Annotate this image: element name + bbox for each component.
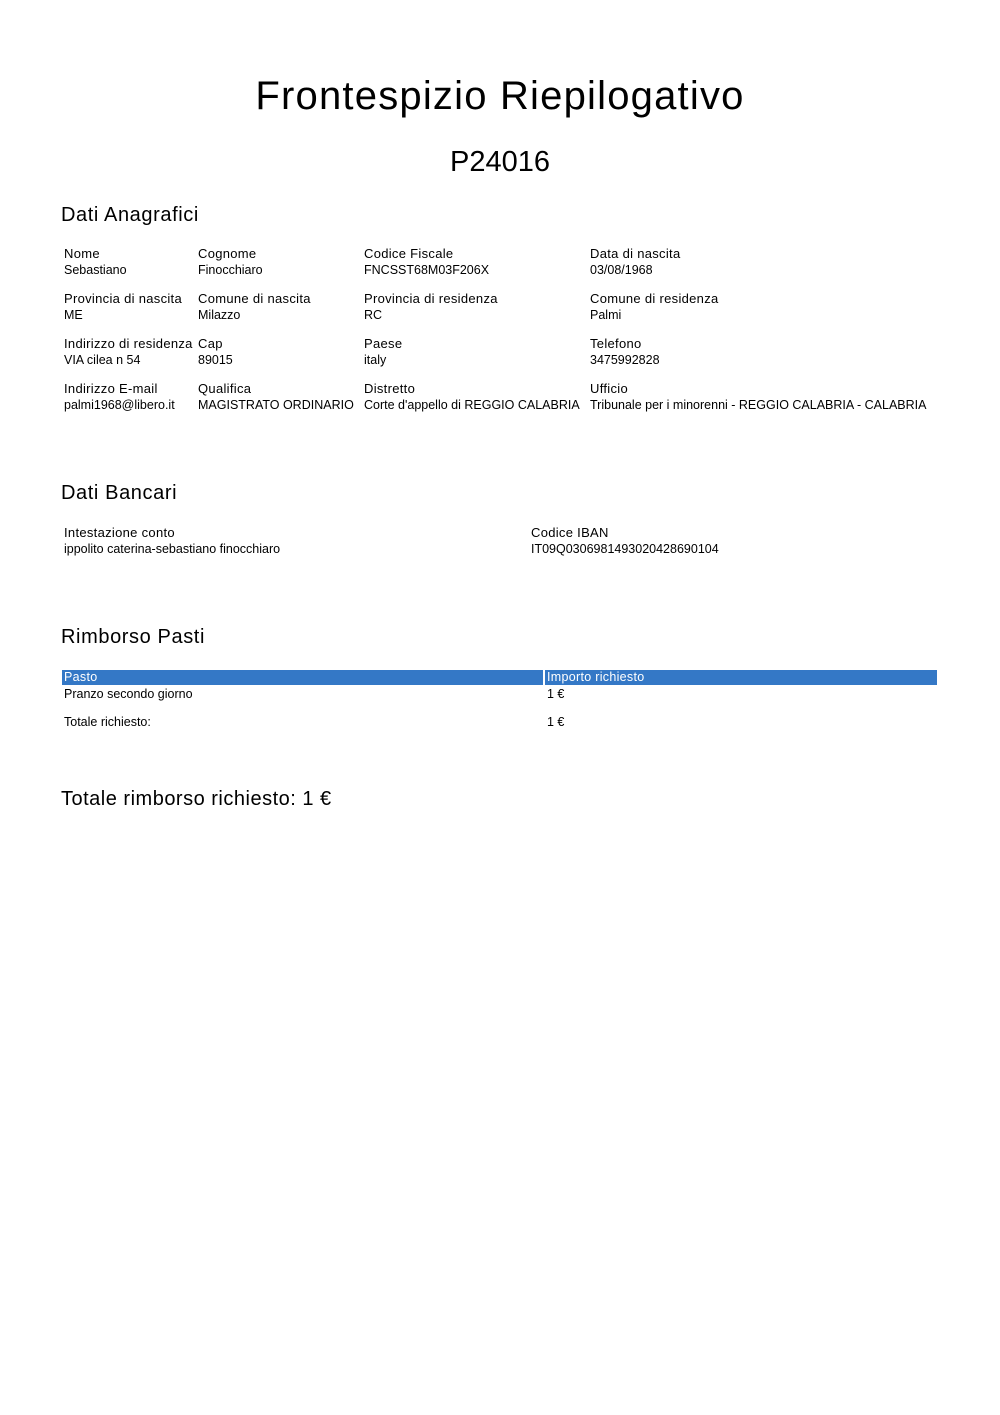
field-value: Palmi: [590, 308, 622, 322]
field-label: Telefono: [590, 336, 642, 351]
field-value: RC: [364, 308, 383, 322]
field-value: IT09Q0306981493020428690104: [531, 542, 719, 556]
field-label: Paese: [364, 336, 403, 351]
field-label: Distretto: [364, 381, 416, 396]
table-row-importo: 1 €: [547, 687, 565, 701]
field-indirizzo-residenza: [64, 336, 193, 369]
field-label: Ufficio: [590, 381, 628, 396]
field-cap: [198, 336, 233, 369]
field-value: palmi1968@libero.it: [64, 398, 175, 412]
field-value: 03/08/1968: [590, 263, 653, 277]
field-label: Provincia di nascita: [64, 291, 182, 306]
section-heading-bancari: Dati Bancari: [61, 482, 178, 504]
field-label: Codice Fiscale: [364, 246, 454, 261]
field-cognome: [198, 246, 263, 279]
page-title: Frontespizio Riepilogativo: [255, 74, 745, 118]
document-code: P24016: [450, 146, 550, 178]
table-total-label: Totale richiesto:: [64, 715, 151, 729]
field-label: Intestazione conto: [64, 525, 175, 540]
field-label: Indirizzo di residenza: [64, 336, 193, 351]
field-label: Data di nascita: [590, 246, 681, 261]
field-label: Codice IBAN: [531, 525, 609, 540]
field-codice-iban: [531, 525, 719, 558]
field-telefono: [590, 336, 660, 369]
field-label: Cap: [198, 336, 223, 351]
field-paese: [364, 336, 402, 369]
section-heading-pasti: Rimborso Pasti: [61, 626, 205, 648]
field-value: Milazzo: [198, 308, 241, 322]
field-label: Provincia di residenza: [364, 291, 498, 306]
field-value: Sebastiano: [64, 263, 127, 277]
field-comune-residenza: [590, 291, 719, 324]
field-provincia-nascita: [64, 291, 182, 324]
field-label: Comune di residenza: [590, 291, 719, 306]
field-value: ippolito caterina-sebastiano finocchiaro: [64, 542, 281, 556]
field-codice-fiscale: [364, 246, 489, 279]
field-value: VIA cilea n 54: [64, 353, 141, 367]
field-label: Comune di nascita: [198, 291, 311, 306]
field-data-nascita: [590, 246, 681, 279]
field-label: Indirizzo E-mail: [64, 381, 158, 396]
field-nome: [64, 246, 127, 279]
grand-total: Totale rimborso richiesto: 1 €: [61, 788, 332, 810]
field-distretto: [364, 381, 580, 414]
field-email: [64, 381, 175, 414]
field-value: ME: [64, 308, 83, 322]
field-label: Cognome: [198, 246, 257, 261]
field-ufficio: [590, 381, 926, 414]
field-value: italy: [364, 353, 387, 367]
field-label: Nome: [64, 246, 100, 261]
field-comune-nascita: [198, 291, 311, 324]
field-value: Corte d'appello di REGGIO CALABRIA: [364, 398, 580, 412]
field-value: MAGISTRATO ORDINARIO: [198, 398, 354, 412]
field-label: Qualifica: [198, 381, 252, 396]
table-header-importo: Importo richiesto: [545, 670, 937, 685]
field-value: 89015: [198, 353, 233, 367]
field-value: FNCSST68M03F206X: [364, 263, 490, 277]
section-heading-anagrafici: Dati Anagrafici: [61, 204, 199, 226]
field-intestazione-conto: [64, 525, 280, 558]
field-provincia-residenza: [364, 291, 498, 324]
table-total-value: 1 €: [547, 715, 565, 729]
field-value: Finocchiaro: [198, 263, 263, 277]
field-qualifica: [198, 381, 354, 414]
field-value: 3475992828: [590, 353, 660, 367]
table-row-pasto: Pranzo secondo giorno: [64, 687, 193, 701]
field-value: Tribunale per i minorenni - REGGIO CALABRIA - CALABRIA: [590, 398, 927, 412]
table-header-pasto: Pasto: [62, 670, 543, 685]
